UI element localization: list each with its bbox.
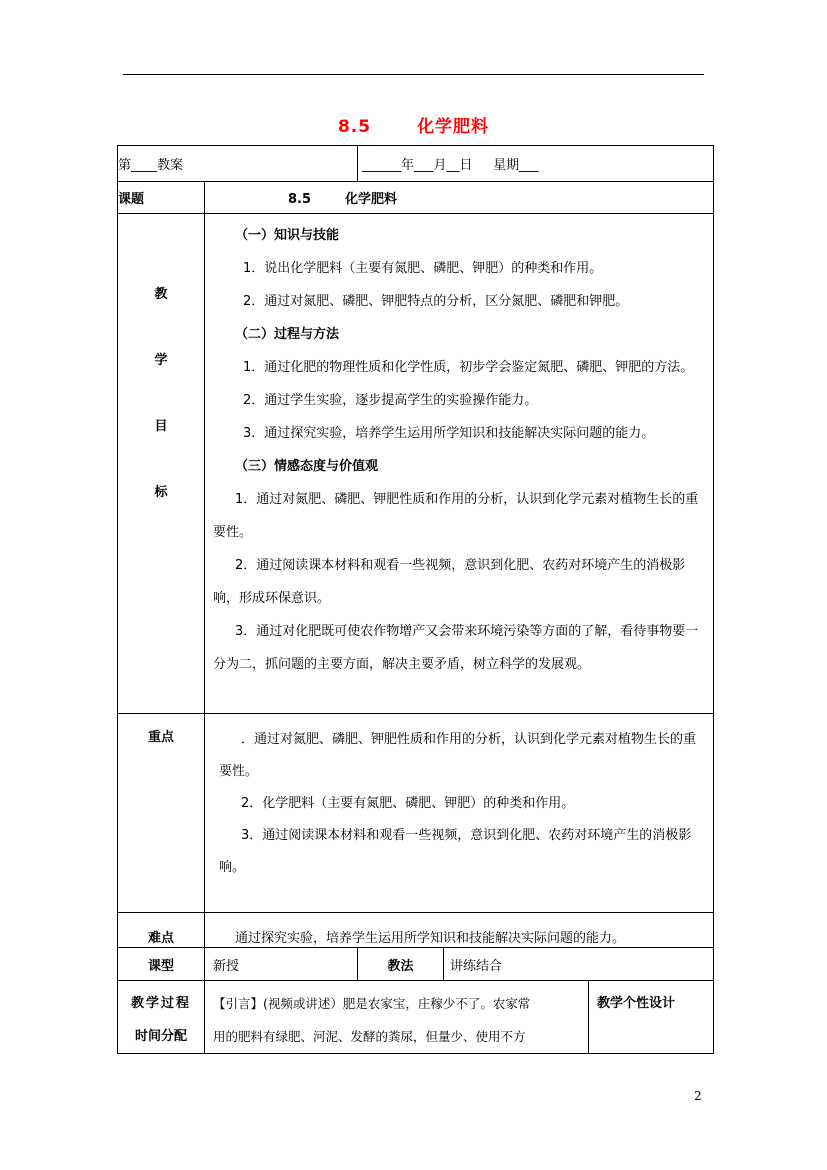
key-point-item: ．通过对氮肥、磷肥、钾肥性质和作用的分析，认识到化学元素对植物生长的重要性。 <box>219 732 697 779</box>
date-label: ______年___月__日 星期___ <box>362 158 539 173</box>
goals-row <box>118 214 714 714</box>
design-label-cell <box>589 981 714 1054</box>
topic-label: 课题 <box>118 192 145 207</box>
lesson-type-row <box>118 948 714 981</box>
lesson-type-value-cell <box>205 948 358 981</box>
process-label-cell <box>118 981 205 1054</box>
process-content-cell <box>205 981 589 1054</box>
key-points-row <box>118 714 714 913</box>
goals-item: 2．通过阅读课本材料和观看一些视频，意识到化肥、农药对环境产生的消极影响，形成环保意识。 <box>213 558 686 606</box>
goals-item: 2．通过学生实验，逐步提高学生的实验操作能力。 <box>243 393 538 408</box>
goals-section-heading: （一）知识与技能 <box>235 228 340 243</box>
lesson-type-value: 新授 <box>213 958 240 974</box>
goals-content-cell <box>205 214 714 714</box>
date-cell <box>358 146 714 182</box>
goals-label-char: 学 <box>154 353 168 368</box>
goals-label-char: 目 <box>154 419 168 434</box>
goals-item: 2．通过对氮肥、磷肥、钾肥特点的分析，区分氮肥、磷肥和钾肥。 <box>243 294 629 309</box>
difficulty-label-cell <box>118 913 205 948</box>
title-text: 化学肥料 <box>417 117 490 137</box>
difficulty-row <box>118 913 714 948</box>
goals-item-text: 1．通过化肥的物理性质和化学性质，初步学会鉴定氮肥、磷肥、钾肥的方法。 <box>243 360 694 375</box>
goals-section-heading: （三）情感态度与价值观 <box>235 459 379 474</box>
topic-value-cell <box>205 182 714 214</box>
lesson-plan-table <box>117 145 714 1054</box>
method-value: 讲练结合 <box>450 958 503 974</box>
difficulty-text: 通过探究实验，培养学生运用所学知识和技能解决实际问题的能力。 <box>235 931 626 946</box>
topic-text: 化学肥料 <box>345 192 398 207</box>
process-text-line: 【引言】(视频或讲述）肥是农家宝，庄稼少不了。农家常 <box>213 996 531 1011</box>
design-label: 教学个性设计 <box>597 996 676 1011</box>
page-title <box>0 112 827 137</box>
header-row <box>118 146 714 182</box>
topic-row <box>118 182 714 214</box>
page-number: 2 <box>694 1089 702 1103</box>
goals-item: 3．通过探究实验，培养学生运用所学知识和技能解决实际问题的能力。 <box>243 426 655 441</box>
lesson-plan-label: 第____教案 <box>118 158 184 173</box>
key-points-content-cell <box>205 714 714 913</box>
lesson-plan-number-cell <box>118 146 358 182</box>
process-label-line1: 教学过程 <box>130 996 191 1011</box>
goals-item: 1．通过对氮肥、磷肥、钾肥性质和作用的分析，认识到化学元素对植物生长的重要性。 <box>213 492 699 540</box>
key-points-label: 重点 <box>147 730 174 745</box>
goals-label-cell <box>118 214 205 714</box>
title-number: 8.5 <box>337 117 372 137</box>
header-rule <box>123 74 704 75</box>
difficulty-content-cell <box>205 913 714 948</box>
process-row <box>118 981 714 1054</box>
key-point-item: 3．通过阅读课本材料和观看一些视频，意识到化肥、农药对环境产生的消极影响。 <box>219 828 692 875</box>
method-label: 教法 <box>387 958 414 974</box>
method-value-cell <box>444 948 714 981</box>
goals-item: 1．说出化学肥料（主要有氮肥、磷肥、钾肥）的种类和作用。 <box>243 261 603 276</box>
lesson-type-label: 课型 <box>147 958 174 974</box>
topic-label-cell <box>118 182 205 214</box>
lesson-type-label-cell <box>118 948 205 981</box>
goals-item <box>213 351 705 384</box>
process-text-line: 用的肥料有绿肥、河泥、发酵的粪尿，但量少、使用不方 <box>213 1029 526 1044</box>
method-label-cell <box>358 948 444 981</box>
goals-label-char: 教 <box>154 287 168 302</box>
goals-label-char: 标 <box>154 485 168 500</box>
goals-item: 3．通过对化肥既可使农作物增产又会带来环境污染等方面的了解，看待事物要一分为二，抓问题的主要方面，解决主要矛盾，树立科学的发展观。 <box>213 624 699 672</box>
topic-number: 8.5 <box>288 192 312 207</box>
process-label-line2: 时间分配 <box>134 1029 187 1044</box>
key-points-label-cell <box>118 714 205 913</box>
goals-section-heading: （二）过程与方法 <box>235 327 340 342</box>
difficulty-label: 难点 <box>147 931 174 946</box>
key-point-item: 2．化学肥料（主要有氮肥、磷肥、钾肥）的种类和作用。 <box>241 796 575 811</box>
